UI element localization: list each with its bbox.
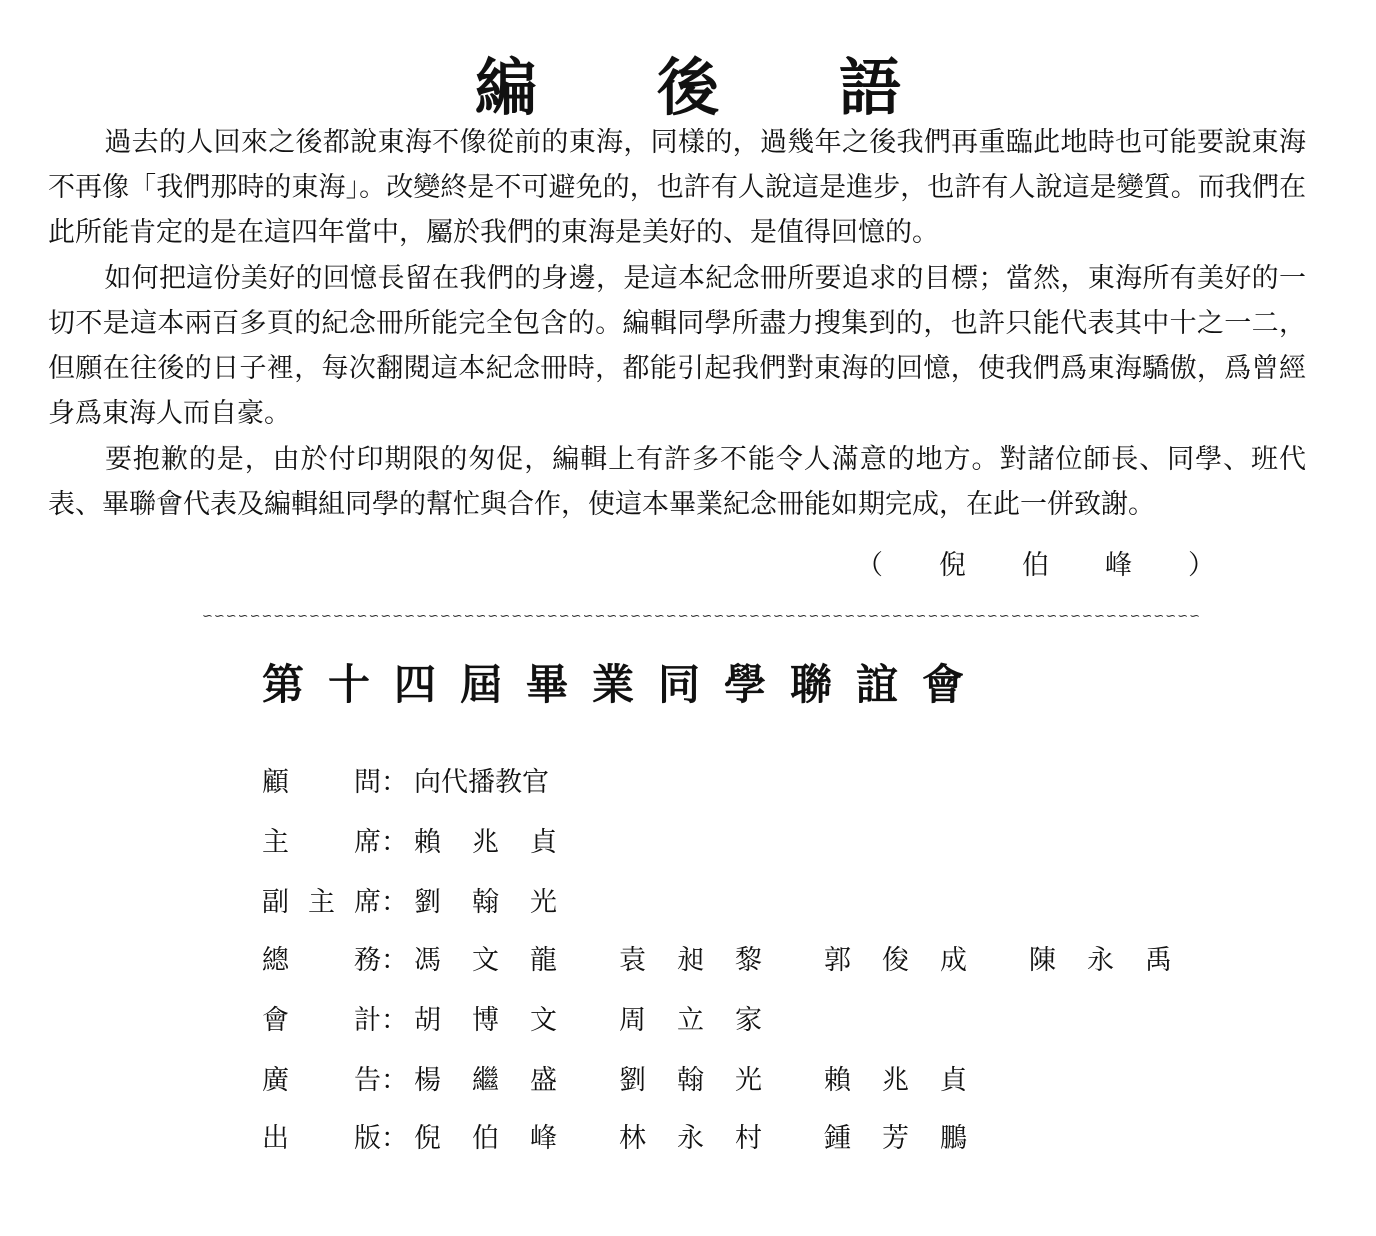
roster-names	[414, 760, 619, 799]
roster-role	[262, 998, 410, 1037]
member-name	[824, 1116, 1029, 1155]
title-char: 後	[656, 51, 719, 124]
member-name	[414, 880, 619, 919]
name-char: 文	[472, 945, 499, 976]
role-char: 會	[262, 1005, 289, 1036]
name-char: 禹	[1145, 945, 1172, 976]
roster-names	[414, 1116, 1029, 1155]
role-char: 顧	[262, 767, 289, 798]
afterword-paragraph-2	[48, 256, 1306, 436]
name-char: 倪	[414, 1123, 441, 1154]
name-char: 翰	[677, 1065, 704, 1096]
role-char: 廣	[262, 1065, 289, 1096]
association-title	[262, 652, 988, 712]
assoc-title-char: 學	[724, 660, 767, 709]
name-char: 賴	[824, 1065, 851, 1096]
assoc-title-char: 四	[394, 660, 437, 709]
member-name	[414, 1058, 619, 1097]
name-char: 兆	[882, 1065, 909, 1096]
name-char: 胡	[414, 1005, 441, 1036]
roster-role	[262, 820, 410, 859]
member-name	[1029, 938, 1234, 977]
paragraph-text: 要抱歉的是，由於付印期限的匆促，編輯上有許多不能令人滿意的地方。對諸位師長、同學、班代表、畢聯會代表及編輯組同學的幫忙與合作，使這本畢業紀念冊能如期完成，在此一併致謝。	[48, 444, 1306, 520]
member-name	[824, 1058, 1029, 1097]
member-name	[824, 938, 1029, 977]
member-name	[619, 998, 824, 1037]
name-char: 立	[677, 1005, 704, 1036]
name-char: 龍	[530, 945, 557, 976]
role-char: 出	[262, 1123, 289, 1154]
roster-names	[414, 938, 1234, 977]
name-char: 芳	[882, 1123, 909, 1154]
assoc-title-char: 業	[592, 660, 635, 709]
signature-open: （	[856, 550, 883, 581]
role-char: 主	[308, 887, 335, 918]
name-char: 郭	[824, 945, 851, 976]
role-char: 主	[262, 827, 289, 858]
name-char: 林	[619, 1123, 646, 1154]
name-char: 袁	[619, 945, 646, 976]
name-char: 賴	[414, 827, 441, 858]
role-char: 問：	[354, 767, 408, 798]
paragraph-text: 如何把這份美好的回憶長留在我們的身邊，是這本紀念冊所要追求的目標；當然，東海所有美好的一切不是這本兩百多頁的紀念冊所能完全包含的。編輯同學所盡力搜集到的，也許只能代表其中十之一二，但願在往後的日子裡，每次翻閱這本紀念冊時，都能引起我們對東海的回憶，使我們爲東海驕傲，爲曾經身爲東海人而自豪。	[48, 263, 1306, 429]
role-char: 告：	[354, 1065, 408, 1096]
name-char: 貞	[940, 1065, 967, 1096]
name-char: 家	[735, 1005, 762, 1036]
name-char: 村	[735, 1123, 762, 1154]
name-char: 昶	[677, 945, 704, 976]
assoc-title-char: 屆	[460, 660, 503, 709]
title-char: 語	[839, 51, 902, 124]
role-char: 務：	[354, 945, 408, 976]
name-char: 俊	[882, 945, 909, 976]
member-name	[414, 820, 619, 859]
roster-names	[414, 820, 619, 859]
role-char: 席：	[354, 887, 408, 918]
name-char: 兆	[472, 827, 499, 858]
author-signature	[828, 543, 1243, 582]
member-name	[414, 938, 619, 977]
assoc-title-char: 誼	[856, 660, 899, 709]
afterword-paragraph-1	[48, 120, 1306, 255]
name-char: 劉	[414, 887, 441, 918]
name-char: 向代播教官	[414, 767, 549, 798]
roster-role	[262, 880, 410, 919]
afterword-paragraph-3	[48, 437, 1306, 527]
role-char: 計：	[354, 1005, 408, 1036]
roster-names	[414, 1058, 1029, 1097]
role-char: 席：	[354, 827, 408, 858]
assoc-title-char: 畢	[526, 660, 569, 709]
name-char: 馮	[414, 945, 441, 976]
signature-char: 峰	[1105, 550, 1132, 581]
name-char: 成	[940, 945, 967, 976]
member-name	[619, 1058, 824, 1097]
member-name	[414, 1116, 619, 1155]
decorative-divider: ∽∽∽∽∽∽∽∽∽∽∽∽∽∽∽∽∽∽∽∽∽∽∽∽∽∽∽∽∽∽∽∽∽∽∽∽∽∽∽∽∽∽∽∽∽∽∽∽∽∽∽∽∽∽∽∽∽∽∽∽∽∽∽∽∽∽∽∽∽∽∽∽∽∽∽∽∽∽∽∽∽∽∽∽	[202, 609, 1201, 624]
name-char: 繼	[472, 1065, 499, 1096]
name-char: 博	[472, 1005, 499, 1036]
name-char: 峰	[530, 1123, 557, 1154]
name-char: 周	[619, 1005, 646, 1036]
signature-char: 倪	[939, 550, 966, 581]
name-char: 黎	[735, 945, 762, 976]
role-char: 副	[262, 887, 289, 918]
title-char: 編	[474, 51, 537, 124]
name-char: 光	[735, 1065, 762, 1096]
assoc-title-char: 聯	[790, 660, 833, 709]
roster-role	[262, 760, 410, 799]
name-char: 劉	[619, 1065, 646, 1096]
roster-names	[414, 880, 619, 919]
name-char: 楊	[414, 1065, 441, 1096]
name-char: 鍾	[824, 1123, 851, 1154]
name-char: 文	[530, 1005, 557, 1036]
member-name	[619, 1116, 824, 1155]
assoc-title-char: 十	[328, 660, 371, 709]
member-name	[414, 760, 619, 799]
name-char: 光	[530, 887, 557, 918]
signature-close: ）	[1188, 550, 1215, 581]
name-char: 貞	[530, 827, 557, 858]
name-char: 陳	[1029, 945, 1056, 976]
page-title	[0, 38, 1376, 127]
member-name	[619, 938, 824, 977]
name-char: 盛	[530, 1065, 557, 1096]
assoc-title-char: 同	[658, 660, 701, 709]
name-char: 伯	[472, 1123, 499, 1154]
member-name	[414, 998, 619, 1037]
role-char: 總	[262, 945, 289, 976]
roster-role	[262, 938, 410, 977]
assoc-title-char: 會	[922, 660, 965, 709]
roster-role	[262, 1058, 410, 1097]
signature-char: 伯	[1022, 550, 1049, 581]
name-char: 鵬	[940, 1123, 967, 1154]
name-char: 永	[1087, 945, 1114, 976]
role-char: 版：	[354, 1123, 408, 1154]
roster-names	[414, 998, 824, 1037]
roster-role	[262, 1116, 410, 1155]
paragraph-text: 過去的人回來之後都說東海不像從前的東海，同樣的，過幾年之後我們再重臨此地時也可能要說東海不再像「我們那時的東海」。改變終是不可避免的，也許有人說這是進步，也許有人說這是變質。而我們在此所能肯定的是在這四年當中，屬於我們的東海是美好的、是值得回憶的。	[48, 127, 1306, 248]
name-char: 翰	[472, 887, 499, 918]
assoc-title-char: 第	[262, 660, 305, 709]
name-char: 永	[677, 1123, 704, 1154]
